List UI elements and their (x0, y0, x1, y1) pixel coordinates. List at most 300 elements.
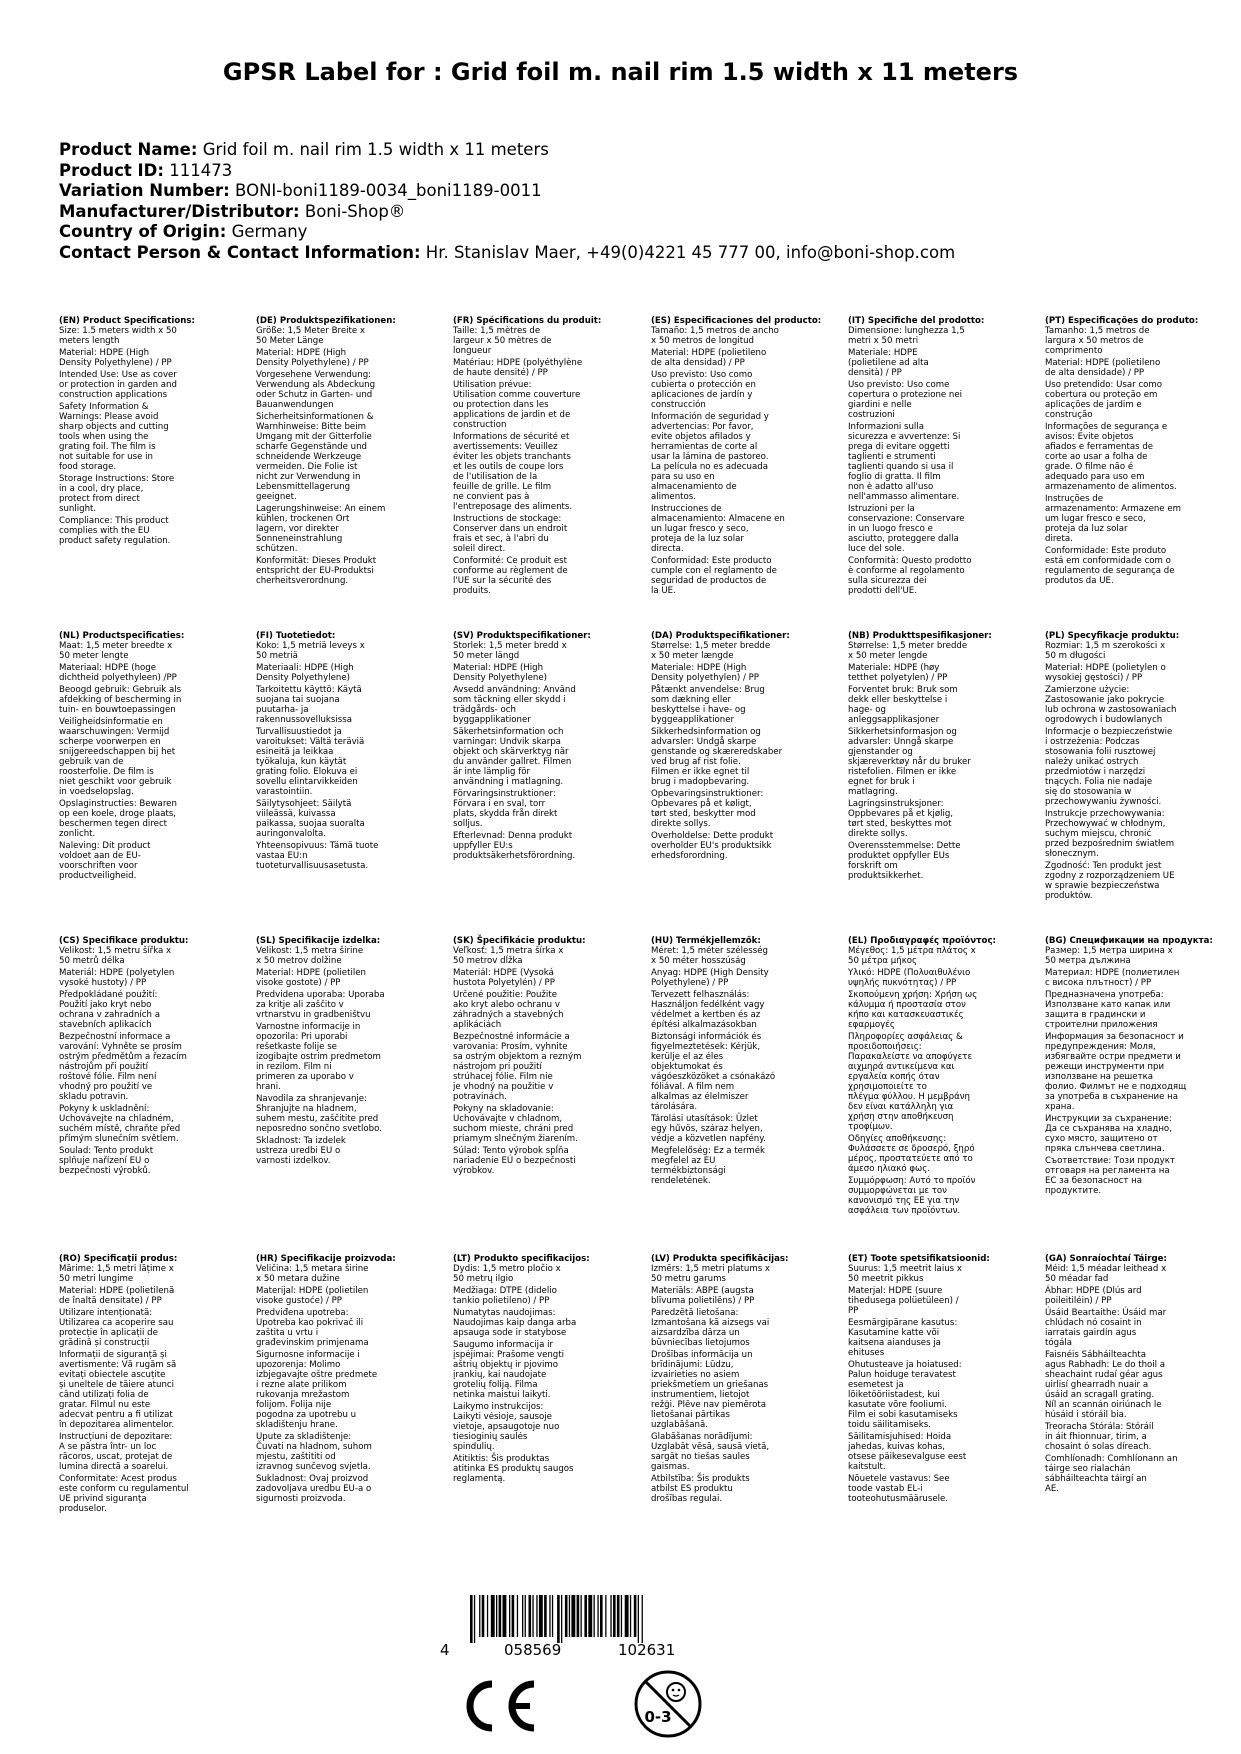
spec-line: Safety Information & (59, 402, 149, 412)
spec-paragraph (453, 380, 603, 430)
spec-paragraph (59, 663, 209, 683)
spec-line: esineitä ja leikkaa (256, 747, 334, 757)
spec-line: megfelel az EU (651, 1156, 716, 1166)
spec-line: soleil direct. (453, 544, 506, 554)
spec-line: μέρος, προστατεύετε από το (848, 1154, 973, 1164)
spec-line: niet geschikt voor gebruik (59, 777, 172, 787)
language-header: (PL) Specyfikacje produktu: (1045, 631, 1180, 641)
language-header: (NL) Productspecificaties: (59, 631, 185, 641)
spec-paragraph (59, 841, 209, 881)
spec-paragraph (651, 412, 801, 502)
spec-paragraph (1045, 380, 1195, 420)
barcode-bar (479, 1595, 480, 1637)
spec-paragraph (453, 727, 603, 787)
spec-line: Uso previsto: Uso come (848, 380, 950, 390)
spec-line: kaitsena aianduses ja (848, 1338, 941, 1348)
spec-line: scharfe Gegenstände und (256, 442, 368, 452)
barcode-bar (529, 1595, 532, 1637)
product-info (59, 140, 1199, 263)
spec-line: nástrojům při použití (59, 1062, 149, 1072)
spec-line: tools when using the (59, 432, 149, 442)
spec-line: costruzioni (848, 410, 895, 420)
spec-line: applications de jardin et de (453, 410, 571, 420)
spec-line: 50 meter längd (453, 651, 520, 661)
spec-paragraph (848, 326, 998, 346)
spec-paragraph (453, 326, 603, 356)
barcode-group-1: 058569 (504, 1641, 562, 1659)
spec-paragraph (256, 841, 406, 871)
spec-line: Size: 1.5 meters width x 50 (59, 326, 177, 336)
spec-line: sargāt no tiešas saules (651, 1452, 750, 1462)
spec-line: Material: HDPE (polietileno (651, 348, 767, 358)
spec-line: sicurezza e avvertenze: Si (848, 432, 961, 442)
spec-line: upozorenja: Molimo (256, 1360, 341, 1370)
spec-line: Faisnéis Sábháilteachta (1045, 1350, 1147, 1360)
spec-line: instrumentiem, lietojot (651, 1390, 750, 1400)
spec-line: tnących. Folia nie nadaje (1045, 777, 1153, 787)
spec-line: Sicherheitsinformationen & (256, 412, 374, 422)
spec-line: Да се съхранява на хладно, (1045, 1124, 1172, 1134)
spec-line: Μέγεθος: 1,5 μέτρα πλάτος x (848, 946, 976, 956)
spec-line: Efterlevnad: Denna produkt (453, 831, 573, 841)
spec-line: Instrucțiuni de depozitare: (59, 1432, 173, 1442)
spec-paragraph (651, 1286, 801, 1306)
spec-paragraph (651, 641, 801, 661)
spec-line: seguridad de productos de (651, 576, 767, 586)
spec-line: строителни приложения (1045, 1020, 1158, 1030)
spec-line: protect from direct (59, 494, 140, 504)
spec-paragraph (256, 1350, 406, 1430)
language-block (848, 316, 998, 598)
barcode-bar (557, 1595, 560, 1643)
spec-line: Níl an scannán oiriúnach le (1045, 1400, 1162, 1410)
spec-line: användning i matlagning. (453, 777, 564, 787)
language-block (1045, 316, 1199, 588)
spec-line: Materiāls: ABPE (augsta (651, 1286, 754, 1296)
country-of-origin-row (59, 222, 1199, 243)
spec-line: режещи инструменти при (1045, 1062, 1165, 1072)
spec-paragraph (1045, 727, 1195, 807)
spec-paragraph (453, 685, 603, 725)
spec-paragraph (256, 1094, 406, 1134)
language-header: (DE) Produktspezifikationen: (256, 316, 396, 326)
barcode-bar (571, 1595, 575, 1637)
barcode-bar (630, 1595, 631, 1637)
spec-line: vastaa EU:n (256, 851, 308, 861)
spec-line: Lagerungshinweise: An einem (256, 504, 386, 514)
barcode-bar (610, 1595, 611, 1637)
spec-line: w sprawie bezpieczeństwa (1045, 881, 1160, 891)
spec-line: frais et sec, à l'abri du (453, 534, 549, 544)
spec-line: beskyttelse i have- og (651, 705, 746, 715)
spec-line: rukovanja mrežastom (256, 1390, 350, 1400)
spec-line: Soulad: Tento produkt (59, 1146, 154, 1156)
spec-line: suhem mestu, zaščitite pred (256, 1114, 379, 1124)
spec-paragraph (256, 990, 406, 1020)
language-block (256, 631, 406, 873)
spec-paragraph (453, 556, 603, 596)
language-header: (IT) Specifiche del prodotto: (848, 316, 985, 326)
spec-line: Instrukcje przechowywania: (1045, 809, 1165, 819)
spec-line: Utilisation comme couverture (453, 390, 581, 400)
spec-line: grating folio. Elokuva ei (256, 767, 358, 777)
barcode-bars (470, 1595, 702, 1643)
spec-paragraph (453, 1146, 603, 1176)
spec-paragraph (848, 556, 998, 596)
spec-line: Predvidena uporaba: Uporaba (256, 990, 385, 1000)
spec-paragraph (453, 358, 603, 378)
spec-line: Beoogd gebruik: Gebruik als (59, 685, 182, 695)
spec-line: avertissements: Veuillez (453, 442, 558, 452)
spec-line: produktsäkerhetsförordning. (453, 851, 576, 861)
spec-line: paikassa, suojaa suoralta (256, 819, 365, 829)
spec-line: Istruzioni per la (848, 504, 915, 514)
spec-line: in un luogo fresco e (848, 524, 933, 534)
spec-line: objekt och skärverktyg när (453, 747, 569, 757)
spec-line: armazenamento: Armazene em (1045, 504, 1181, 514)
spec-line: Uso previsto: Uso como (651, 370, 753, 380)
barcode-bar (503, 1595, 507, 1637)
spec-line: Informazioni sulla (848, 422, 924, 432)
spec-line: suchom mieste, chráni pred (453, 1124, 574, 1134)
spec-line: sigurnosti proizvoda. (256, 1494, 346, 1504)
spec-line: éviter les objets tranchants (453, 452, 571, 462)
spec-line: construction (453, 420, 507, 430)
spec-line: suojana tai suojana (256, 695, 340, 705)
spec-paragraph (1045, 990, 1195, 1030)
spec-line: adequado para uso em (1045, 472, 1145, 482)
spec-line: para su uso en (651, 472, 715, 482)
language-block (651, 1254, 801, 1506)
spec-line: Předpokládané použití: (59, 990, 158, 1000)
spec-line: sábháilteachta táirgí an (1045, 1474, 1147, 1484)
spec-line: oder Schutz in Garten- und (256, 390, 373, 400)
spec-paragraph (848, 663, 998, 683)
spec-line: beschermen tegen direct (59, 819, 168, 829)
spec-paragraph (59, 717, 209, 797)
spec-line: Größe: 1,5 Meter Breite x (256, 326, 365, 336)
language-block (1045, 936, 1213, 1198)
spec-line: cobertura ou proteção em (1045, 390, 1158, 400)
spec-line: Overholdelse: Dette produkt (651, 831, 774, 841)
spec-line: tørt sted, beskytter mod (651, 809, 756, 819)
spec-paragraph (1045, 1114, 1195, 1154)
spec-line: Overensstemmelse: Dette (848, 841, 961, 851)
spec-line: poileitiléin) / PP (1045, 1296, 1112, 1306)
barcode-bar (536, 1595, 537, 1637)
spec-line: aplicações de jardim e (1045, 400, 1142, 410)
spec-line: vhodný pro použití ve (59, 1082, 153, 1092)
spec-paragraph (256, 799, 406, 839)
spec-paragraph (59, 799, 209, 839)
spec-paragraph (453, 663, 603, 683)
spec-line: vágóeszközöket a csónakázó (651, 1072, 776, 1082)
spec-line: Materiaali: HDPE (High (256, 663, 354, 673)
spec-line: vietoje, apsaugotoje nuo (453, 1422, 560, 1432)
spec-line: фолио. Филмът не е подходящ (1045, 1082, 1187, 1092)
barcode-bar (544, 1595, 547, 1637)
spec-line: almacenamiento: Almacene en (651, 514, 785, 524)
spec-paragraph (848, 1134, 998, 1174)
spec-line: Zamierzone użycie: (1045, 685, 1130, 695)
barcode-bar (588, 1595, 592, 1637)
spec-line: um lugar fresco e seco, (1045, 514, 1146, 524)
spec-paragraph (59, 685, 209, 715)
spec-line: sharp objects and cutting (59, 422, 169, 432)
spec-line: húsáid i stóráil bia. (1045, 1410, 1127, 1420)
spec-line: directa. (651, 544, 684, 554)
spec-line: продуктите. (1045, 1186, 1102, 1196)
spec-line: režģi. Plēve nav piemērota (651, 1400, 766, 1410)
spec-paragraph (59, 641, 209, 661)
spec-line: i ostrzeżenia: Podczas (1045, 737, 1140, 747)
spec-line: tankio polietileno) / PP (453, 1296, 550, 1306)
spec-line: Úsáid Beartaithe: Úsáid mar (1045, 1308, 1167, 1318)
barcode-bar (532, 1595, 533, 1637)
spec-paragraph (59, 402, 209, 472)
spec-line: Instructions de stockage: (453, 514, 562, 524)
spec-line: Laikyti vėsioje, sausoje (453, 1412, 552, 1422)
spec-line: δεν είναι κατάλληλη για (848, 1102, 954, 1112)
spec-line: adecvat pentru a fi utilizat (59, 1410, 173, 1420)
spec-paragraph (1045, 1454, 1195, 1494)
spec-line: słonecznym. (1045, 849, 1099, 859)
spec-line: forskrift om (848, 861, 898, 871)
spec-line: Materiál: HDPE (polyetylen (59, 968, 175, 978)
barcode-bar (482, 1595, 485, 1637)
spec-paragraph (848, 1176, 998, 1216)
spec-line: храна. (1045, 1102, 1075, 1112)
spec-line: izravnog sunčevog svjetla. (256, 1462, 371, 1472)
spec-line: densità) / PP (848, 368, 902, 378)
spec-line: protecție în aplicații de (59, 1328, 158, 1338)
spec-paragraph (651, 685, 801, 725)
spec-line: taglienti e strumenti (848, 452, 936, 462)
spec-line: άμεσο ηλιακό φως. (848, 1164, 931, 1174)
spec-paragraph (256, 412, 406, 502)
spec-paragraph (256, 348, 406, 368)
spec-line: ασφάλεια των προϊόντων. (848, 1206, 961, 1216)
info-label: Country of Origin: (59, 222, 227, 241)
spec-line: Предназначена употреба: (1045, 990, 1164, 1000)
spec-line: in a cool, dry place, (59, 484, 144, 494)
spec-line: Utilisation prévue: (453, 380, 532, 390)
spec-paragraph (1045, 1032, 1195, 1112)
spec-line: cherheitsverordnung. (256, 576, 349, 586)
spec-line: Παρακαλείστε να αποφύγετε (848, 1052, 973, 1062)
spec-line: rakennussovelluksissa (256, 715, 352, 725)
barcode-bar (549, 1595, 550, 1637)
spec-line: ved brug af rist folie. (651, 757, 741, 767)
spec-line: termékbiztonsági (651, 1166, 726, 1176)
spec-line: zadovoljava uredbu EU-a o (256, 1484, 372, 1494)
spec-line: gebruik van de (59, 757, 124, 767)
spec-line: 50 meetrit pikkus (848, 1274, 924, 1284)
barcode-digit-left: 4 (440, 1641, 450, 1659)
spec-line: complies with the EU (59, 526, 150, 536)
spec-line: Tarkoitettu käyttö: Käytä (256, 685, 362, 695)
spec-line: Conformidad: Este producto (651, 556, 772, 566)
language-header: (NB) Produkttspesifikasjoner: (848, 631, 992, 641)
spec-line: de alta densidad) / PP (651, 358, 745, 368)
spec-line: toode vastab EL-i (848, 1484, 923, 1494)
spec-paragraph (256, 641, 406, 661)
spec-line: Yhteensopivuus: Tämä tuote (256, 841, 379, 851)
spec-line: nell'ammasso alimentare. (848, 492, 960, 502)
spec-line: védje a közvetlen napfény. (651, 1134, 766, 1144)
spec-line: Matériau: HDPE (polyéthylène (453, 358, 583, 368)
spec-line: direkte sollys. (848, 829, 908, 839)
spec-line: advarsler: Unngå skarpe (848, 737, 954, 747)
page-title: GPSR Label for : Grid foil m. nail rim 1.5 width x 11 meters (222, 58, 1019, 86)
spec-line: ogrodowych i budowlanych (1045, 715, 1163, 725)
spec-line: suchém místě, chraňte před (59, 1124, 181, 1134)
spec-paragraph (256, 326, 406, 346)
spec-paragraph (651, 370, 801, 410)
spec-line: opozorila: Pri uporabi (256, 1032, 348, 1042)
spec-line: produselor. (59, 1504, 107, 1514)
spec-paragraph (848, 727, 998, 797)
spec-line: Tárolási utasítások: Üzlet (651, 1114, 758, 1124)
barcode-bar (569, 1595, 570, 1637)
spec-line: kühlen, trockenen Ort (256, 514, 350, 524)
spec-line: Comhlíonadh: Comhlíonann an (1045, 1454, 1178, 1464)
spec-line: uirlisí ghearradh nuair a (1045, 1380, 1149, 1390)
spec-paragraph (651, 1474, 801, 1504)
spec-paragraph (651, 1308, 801, 1348)
language-block (1045, 1254, 1195, 1496)
barcode-bar (600, 1595, 603, 1637)
spec-line: proteja de la luz solar (651, 534, 744, 544)
spec-paragraph (453, 432, 603, 512)
spec-line: uppfyller EU:s (453, 841, 513, 851)
spec-line: Atbilstība: Šis produkts (651, 1474, 750, 1484)
language-block (848, 631, 998, 883)
language-header: (DA) Produktspecifikationer: (651, 631, 790, 641)
spec-line: Materijal: HDPE (polietilen (256, 1286, 369, 1296)
spec-line: lietošanai pārtikas (651, 1410, 730, 1420)
spec-line: ustreza uredbi EU o (256, 1146, 341, 1156)
spec-paragraph (848, 1264, 998, 1284)
spec-line: Tervezett felhasználás: (651, 990, 750, 1000)
manufacturer-row (59, 202, 1199, 223)
spec-line: táirge seo rialachán (1045, 1464, 1131, 1474)
spec-paragraph (651, 1146, 801, 1186)
spec-line: som täckning eller skydd i (453, 695, 566, 705)
spec-paragraph (848, 1360, 998, 1430)
language-header: (LV) Produkta specifikācijas: (651, 1254, 789, 1264)
spec-paragraph (1045, 494, 1195, 544)
language-block (453, 936, 603, 1178)
spec-line: Förvaringsinstruktioner: (453, 789, 556, 799)
spec-line: schneidende Werkzeuge (256, 452, 362, 462)
spec-paragraph (651, 504, 801, 554)
spec-line: plats, skydda från direkt (453, 809, 558, 819)
spec-line: tetthet polyetylen) / PP (848, 673, 948, 683)
spec-line: roosterfolie. De film is (59, 767, 154, 777)
spec-paragraph (453, 1264, 603, 1284)
language-header: (CS) Specifikace produktu: (59, 936, 189, 946)
spec-line: un lugar fresco y seco, (651, 524, 749, 534)
spec-line: úsáid an scragall grating. (1045, 1390, 1155, 1400)
spec-line: įrankių, kai naudojate (453, 1370, 547, 1380)
spec-line: kaitstult. (848, 1462, 886, 1472)
spec-paragraph (453, 1032, 603, 1102)
spec-line: työkaluja, kun käytät (256, 757, 347, 767)
language-header: (ES) Especificaciones del producto: (651, 316, 822, 326)
spec-paragraph (1045, 809, 1195, 859)
spec-line: de alta densidade) / PP (1045, 368, 1145, 378)
spec-line: zaštita u vrtu i (256, 1328, 319, 1338)
spec-line: La película no es adecuada (651, 462, 768, 472)
info-label: Product Name: (59, 140, 198, 159)
spec-line: byggeapplikationer (651, 715, 735, 725)
barcode-bar (605, 1595, 606, 1637)
spec-paragraph (59, 1350, 209, 1430)
spec-line: anleggsapplikasjoner (848, 715, 940, 725)
spec-line: zgodny z rozporządzeniem UE (1045, 871, 1175, 881)
barcode-bar (613, 1595, 616, 1637)
spec-line: Veličina: 1,5 metara širine (256, 1264, 369, 1274)
spec-line: Warnings: Please avoid (59, 412, 159, 422)
spec-line: Vorgesehene Verwendung: (256, 370, 372, 380)
spec-line: (polietilene ad alta (848, 358, 929, 368)
spec-line: uzglabāšanā. (651, 1420, 708, 1430)
barcode-bar (517, 1595, 518, 1637)
spec-paragraph (59, 1032, 209, 1102)
spec-paragraph (848, 1474, 998, 1504)
spec-paragraph (256, 370, 406, 410)
spec-line: construction applications (59, 390, 168, 400)
spec-line: răcoros, uscat, protejat de (59, 1452, 173, 1462)
spec-paragraph (59, 1146, 209, 1176)
barcode-bar (597, 1595, 598, 1637)
spec-line: Naudojimas kaip danga arba (453, 1318, 577, 1328)
spec-line: защита в градински и (1045, 1010, 1146, 1020)
spec-line: atbilst ES produktu (651, 1484, 733, 1494)
spec-line: la UE. (651, 586, 676, 596)
ce-mark-icon (456, 1678, 538, 1734)
spec-line: należy unikać ostrych (1045, 757, 1139, 767)
barcode-bar (470, 1595, 473, 1643)
spec-paragraph (1045, 546, 1195, 586)
spec-line: objektumokat és (651, 1062, 723, 1072)
spec-line: trädgårds- och (453, 705, 516, 715)
spec-line: използване на решетка (1045, 1072, 1154, 1082)
spec-line: lagern, vor direkter (256, 524, 339, 534)
spec-paragraph (256, 504, 406, 554)
spec-line: Naleving: Dit product (59, 841, 151, 851)
spec-line: przed bezpośrednim światłem (1045, 839, 1175, 849)
spec-line: Størrelse: 1,5 meter bredde (848, 641, 968, 651)
info-label: Product ID: (59, 160, 164, 180)
spec-line: advertencias: Por favor, (651, 422, 754, 432)
spec-line: védelmet a kertben és az (651, 1010, 761, 1020)
spec-line: izbjegavajte oštre predmete (256, 1370, 378, 1380)
spec-line: potravinách. (453, 1092, 507, 1102)
spec-line: almacenamiento de (651, 482, 737, 492)
spec-line: kasutate võre fooliumi. (848, 1400, 947, 1410)
spec-line: Συμμόρφωση: Αυτό το προϊόν (848, 1176, 976, 1186)
spec-line: Density Polyethylene) (256, 673, 350, 683)
spec-line: Opslaginstructies: Bewaren (59, 799, 177, 809)
spec-paragraph (59, 326, 209, 346)
spec-paragraph (848, 685, 998, 725)
spec-line: Palun hoiduge teravatest (848, 1370, 956, 1380)
spec-line: sheachaint rudaí géar agus (1045, 1370, 1163, 1380)
spec-paragraph (848, 504, 998, 554)
language-header: (ET) Toote spetsifikatsioonid: (848, 1254, 990, 1264)
